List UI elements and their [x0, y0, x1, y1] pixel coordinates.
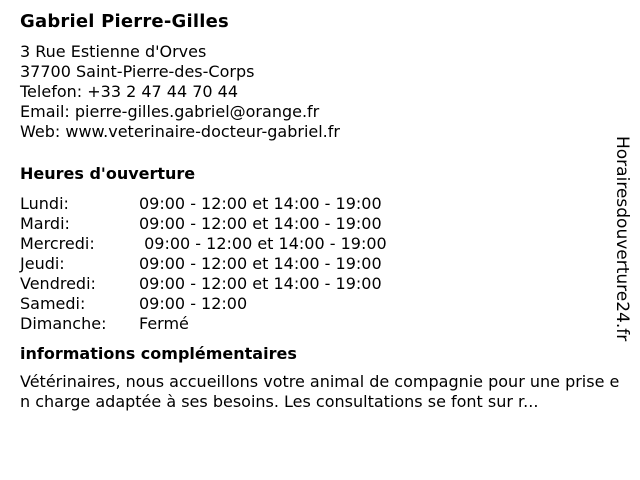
business-name: Gabriel Pierre-Gilles	[20, 11, 229, 32]
address-city: 37700 Saint-Pierre-des-Corps	[20, 62, 255, 81]
hours-value: 09:00 - 12:00 et 14:00 - 19:00	[139, 274, 382, 293]
opening-hours-title: Heures d'ouverture	[20, 164, 196, 183]
hours-row-lundi	[20, 194, 620, 214]
day-label: Mercredi:	[20, 234, 95, 253]
hours-value: 09:00 - 12:00 et 14:00 - 19:00	[139, 194, 382, 213]
site-watermark: Horairesdouverture24.fr	[612, 136, 632, 342]
phone-line[interactable]: Telefon: +33 2 47 44 70 44	[20, 82, 239, 101]
hours-row-dimanche	[20, 314, 620, 334]
hours-row-mercredi	[20, 234, 620, 254]
hours-value: Fermé	[139, 314, 189, 333]
additional-info-text: Vétérinaires, nous accueillons votre animal de compagnie pour une prise en charge adaptée à ses besoins. Les consultations se font sur r...	[20, 372, 620, 411]
contact-block	[20, 42, 620, 142]
hours-row-vendredi	[20, 274, 620, 294]
hours-value: 09:00 - 12:00 et 14:00 - 19:00	[139, 214, 382, 233]
hours-row-samedi	[20, 294, 620, 314]
additional-info-title: informations complémentaires	[20, 344, 297, 363]
opening-hours-table	[20, 194, 620, 334]
day-label: Vendredi:	[20, 274, 96, 293]
hours-row-jeudi	[20, 254, 620, 274]
address-street: 3 Rue Estienne d'Orves	[20, 42, 207, 61]
day-label: Mardi:	[20, 214, 70, 233]
day-label: Lundi:	[20, 194, 69, 213]
hours-value: 09:00 - 12:00 et 14:00 - 19:00	[139, 234, 387, 253]
website-line[interactable]: Web: www.veterinaire-docteur-gabriel.fr	[20, 122, 340, 141]
business-card	[20, 8, 620, 412]
email-line[interactable]: Email: pierre-gilles.gabriel@orange.fr	[20, 102, 320, 121]
hours-value: 09:00 - 12:00	[139, 294, 248, 313]
day-label: Samedi:	[20, 294, 86, 313]
hours-value: 09:00 - 12:00 et 14:00 - 19:00	[139, 254, 382, 273]
day-label: Jeudi:	[20, 254, 65, 273]
hours-row-mardi	[20, 214, 620, 234]
day-label: Dimanche:	[20, 314, 107, 333]
